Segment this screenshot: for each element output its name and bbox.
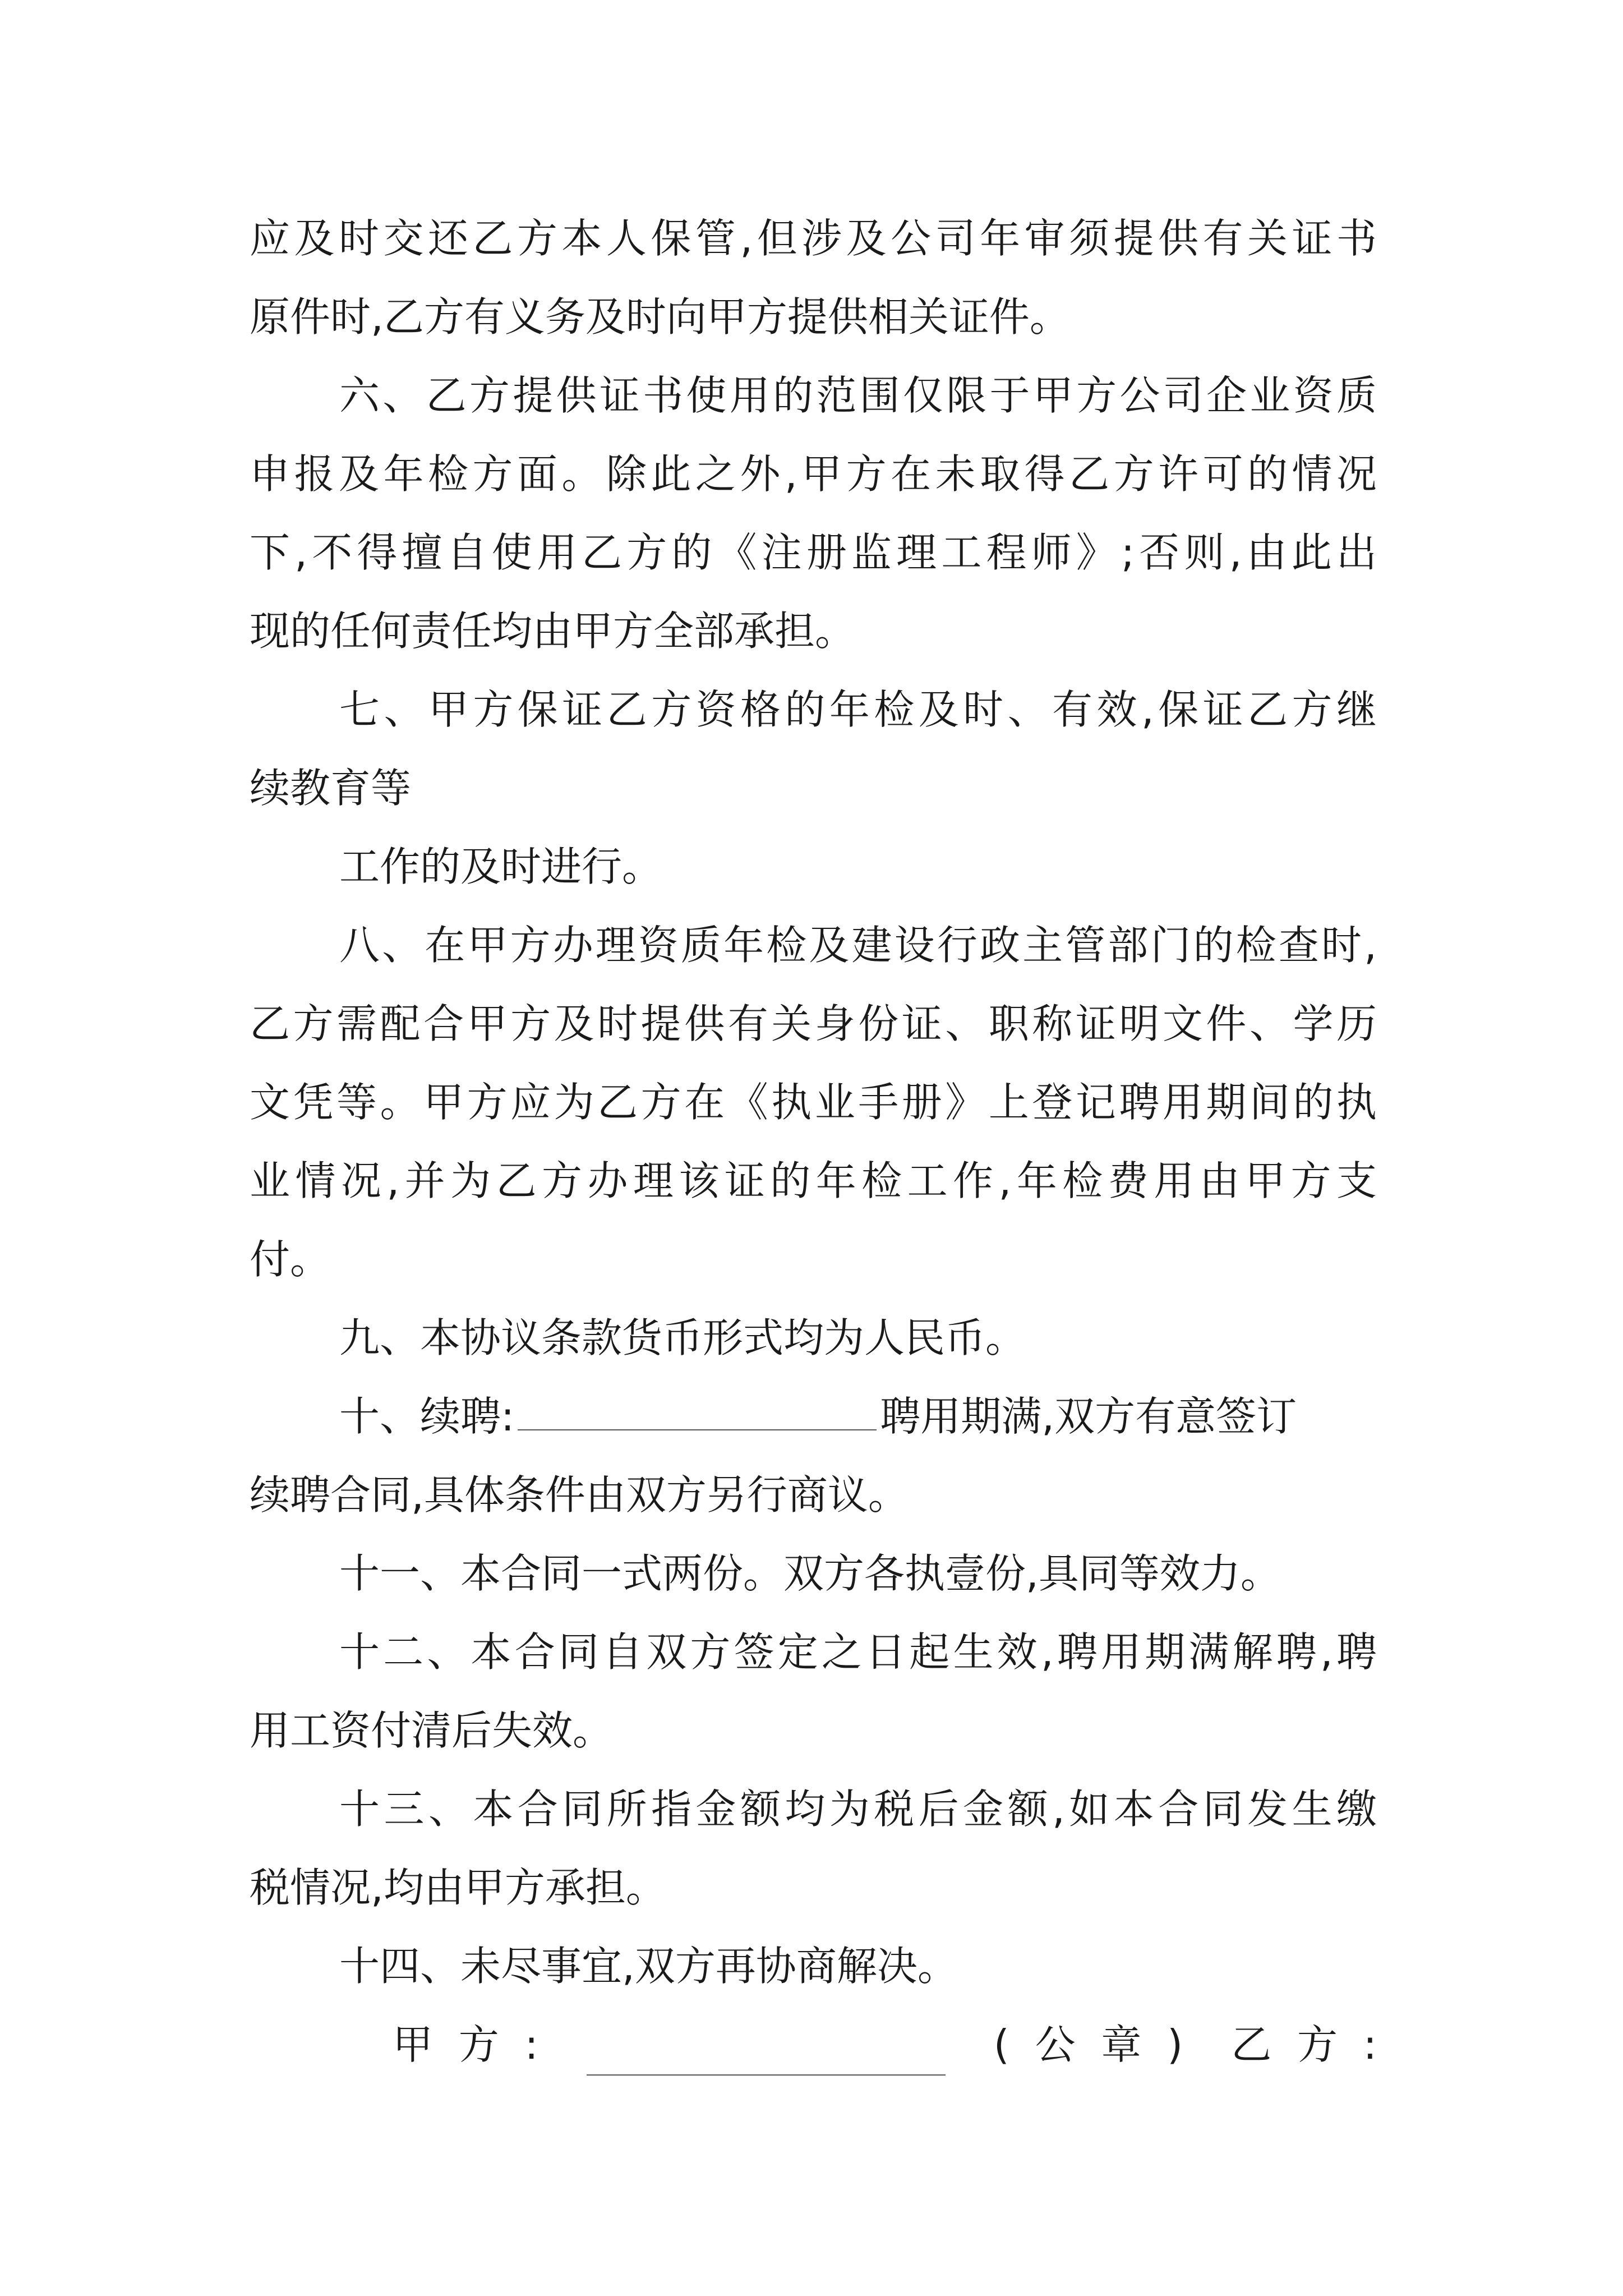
signature-line (393, 2014, 1377, 2076)
renewal-blank (518, 1389, 877, 1430)
paragraph-line: 业情况,并为乙方办理该证的年检工作,年检费用由甲方支 (250, 1157, 1377, 1204)
clause-7-line: 七、甲方保证乙方资格的年检及时、有效,保证乙方继 (339, 686, 1377, 733)
paragraph-line: 工作的及时进行。 (339, 843, 663, 890)
clause-6-line: 六、乙方提供证书使用的范围仅限于甲方公司企业资质 (339, 372, 1377, 419)
paragraph-line: 应及时交还乙方本人保管,但涉及公司年审须提供有关证书 (250, 215, 1377, 262)
paragraph-line: 原件时,乙方有义务及时向甲方提供相关证件。 (250, 293, 1070, 341)
paragraph-line: 现的任何责任均由甲方全部承担。 (250, 608, 856, 655)
party-b-label: 乙 方 : (1231, 2021, 1377, 2068)
paragraph-line: 续聘合同,具体条件由双方另行商议。 (250, 1471, 909, 1519)
paragraph-line: 税情况,均由甲方承担。 (250, 1864, 666, 1911)
clause-8-line: 八、在甲方办理资质年检及建设行政主管部门的检查时, (339, 922, 1377, 969)
party-a-label: 甲 方 : (393, 2021, 538, 2068)
renewal-prefix: 十、续聘: (339, 1393, 515, 1440)
paragraph-line: 用工资付清后失效。 (250, 1707, 614, 1754)
paragraph-line: 付。 (250, 1236, 331, 1283)
paragraph-line: 下,不得擅自使用乙方的《注册监理工程师》;否则,由此出 (250, 529, 1377, 576)
party-a-blank (587, 2035, 946, 2076)
paragraph-line: 文凭等。甲方应为乙方在《执业手册》上登记聘用期间的执 (250, 1079, 1377, 1126)
clause-14-line: 十四、未尽事宜,双方再协商解决。 (339, 1943, 958, 1990)
clause-9-line: 九、本协议条款货币形式均为人民币。 (339, 1314, 1026, 1361)
paragraph-line: 乙方需配合甲方及时提供有关身份证、职称证明文件、学历 (250, 1000, 1377, 1047)
paragraph-line: 申报及年检方面。除此之外,甲方在未取得乙方许可的情况 (250, 450, 1377, 498)
paragraph-line: 续教育等 (250, 765, 412, 812)
clause-10-line (339, 1386, 1377, 1447)
clause-11-line: 十一、本合同一式两份。双方各执壹份,具同等效力。 (339, 1550, 1281, 1597)
clause-12-line: 十二、本合同自双方签定之日起生效,聘用期满解聘,聘 (339, 1628, 1377, 1676)
clause-13-line: 十三、本合同所指金额均为税后金额,如本合同发生缴 (339, 1786, 1377, 1833)
renewal-suffix: 聘用期满,双方有意签订 (880, 1393, 1297, 1440)
seal-label: ( 公 章 ) (993, 2021, 1183, 2068)
